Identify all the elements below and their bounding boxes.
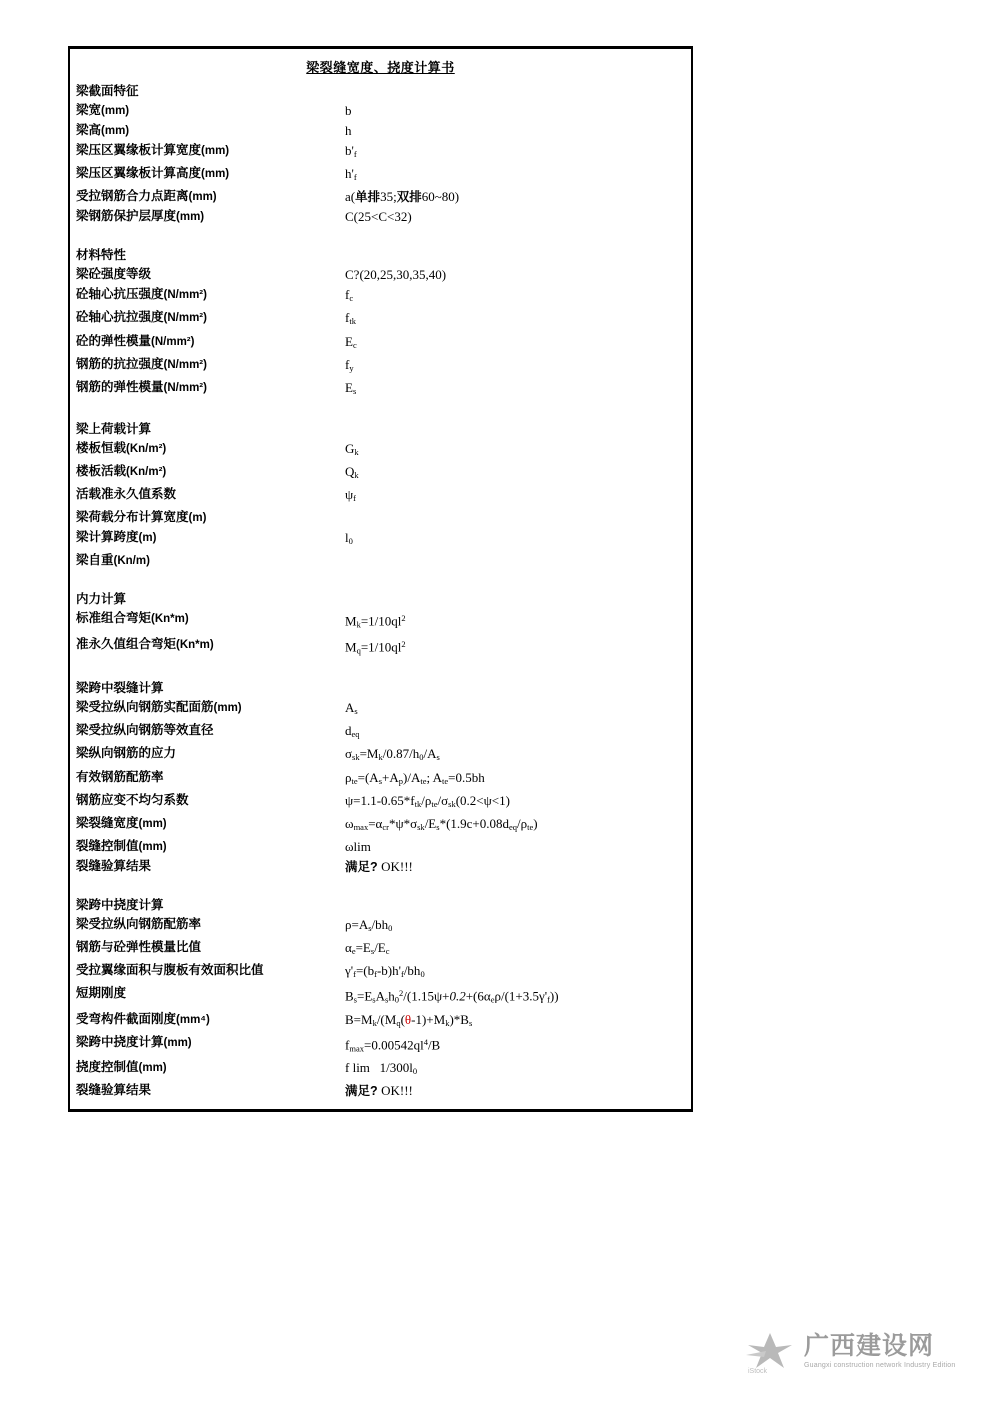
section-heading-label: 梁截面特征: [76, 84, 139, 98]
row-b-stiffness: [70, 1010, 691, 1033]
row-deflection-check-result: [70, 1081, 691, 1101]
row-flange-height: [70, 164, 691, 187]
row-value: h: [345, 123, 352, 138]
row-label: 裂缝验算结果: [76, 858, 152, 873]
row-label: 挠度控制值(mm): [76, 1060, 167, 1075]
row-gamma-f: [70, 961, 691, 984]
row-fy: [70, 355, 691, 378]
section-heading-label: 梁跨中裂缝计算: [76, 681, 164, 696]
row-deq: [70, 721, 691, 744]
row-label: 钢筋应变不均匀系数: [76, 792, 189, 807]
watermark-text: [804, 1333, 955, 1368]
row-label: 梁砼强度等级: [76, 267, 152, 282]
star-icon: [744, 1331, 796, 1375]
row-mq: [70, 635, 691, 660]
section-heading-crack: [70, 679, 691, 698]
row-value: $\psi_f$: [345, 487, 356, 504]
row-value: f $\lim 1/300l_0$: [345, 1060, 418, 1077]
row-rho: [70, 915, 691, 938]
row-value: $B_s=E_sA_sh_0^2/(1.15\psi+0.2+(6\alpha_e\rho/(1+3.5\gamma'_f))$: [345, 988, 559, 1005]
row-f-lim: [70, 1058, 691, 1081]
row-crack-check-result: [70, 857, 691, 877]
row-label: 短期刚度: [76, 986, 127, 1001]
row-es: [70, 378, 691, 401]
spacer: [70, 571, 691, 590]
row-value: C?(20,25,30,35,40): [345, 267, 447, 283]
status-badge: 满足? OK!!!: [345, 1083, 413, 1099]
calculation-sheet: [68, 46, 693, 1112]
row-span: [70, 528, 691, 551]
section-heading-label: 内力计算: [76, 592, 127, 607]
spacer: [70, 401, 691, 420]
row-value: $f_{tk}$: [345, 310, 356, 327]
row-label: 砼轴心抗压强度(N/mm²): [76, 287, 207, 302]
row-beam-height: [70, 121, 691, 141]
row-label: 梁宽(mm): [76, 103, 130, 117]
row-omega-max: [70, 814, 691, 837]
row-label: 梁高(mm): [76, 123, 130, 137]
section-heading-beam-section: [70, 82, 691, 101]
row-label: 梁跨中挠度计算(mm): [76, 1034, 192, 1049]
row-label: 钢筋与砼弹性模量比值: [76, 940, 202, 954]
row-label: 标准组合弯矩(Kn*m): [76, 611, 189, 626]
row-label: 梁荷载分布计算宽度(m): [76, 510, 207, 525]
row-label: 梁受拉纵向钢筋实配面筋(mm): [76, 700, 242, 715]
row-label: 钢筋的弹性模量(N/mm²): [76, 379, 207, 394]
row-psi: [70, 791, 691, 814]
status-badge: 满足? OK!!!: [345, 858, 413, 874]
row-value: $Q_k$: [345, 464, 359, 481]
row-value: $E_c$: [345, 333, 357, 350]
section-heading-deflection: [70, 896, 691, 915]
row-value: $M_q=1/10ql^2$: [345, 638, 406, 656]
watermark-title: 广西建设网: [804, 1332, 935, 1361]
spacer: [70, 227, 691, 246]
row-value: $\omega_{max}=\alpha_{cr}*\psi*\sigma_{sk}/E_s*(1.9c+0.08d_{eq}/\rho_{te})$: [345, 815, 538, 832]
spacer: [70, 660, 691, 679]
row-label: 砼的弹性模量(N/mm²): [76, 333, 195, 348]
row-label: 梁自重(Kn/m): [76, 553, 150, 568]
row-value: $\rho=A_s/bh_0$: [345, 916, 393, 933]
row-label: 受弯构件截面刚度(mm⁴): [76, 1011, 210, 1026]
row-value: $\sigma_{sk}=M_k/0.87/h_0/A_s$: [345, 746, 440, 763]
row-value: a(单排35;双排60~80): [345, 189, 460, 205]
row-live-load: [70, 462, 691, 485]
row-omega-lim: [70, 837, 691, 857]
row-value: $l_0$: [345, 530, 353, 547]
row-label: 裂缝控制值(mm): [76, 838, 167, 853]
section-heading-material: [70, 246, 691, 265]
row-dead-load: [70, 439, 691, 462]
section-heading-label: 梁上荷载计算: [76, 421, 152, 436]
row-quasi-permanent-coef: [70, 485, 691, 508]
row-cover-thickness: [70, 207, 691, 227]
page-title: 梁裂缝宽度、挠度计算书: [306, 60, 455, 75]
row-ftk: [70, 308, 691, 331]
row-concrete-grade: [70, 265, 691, 285]
row-label: 钢筋的抗拉强度(N/mm²): [76, 356, 207, 371]
row-mk: [70, 609, 691, 634]
row-value: $\rho_{te}=(A_s+A_p)/A_{te}$; $A_{te}=0.5bh$: [345, 769, 485, 786]
section-heading-loads: [70, 420, 691, 439]
row-value: $b'_f$: [345, 143, 357, 160]
row-value: $G_k$: [345, 440, 359, 457]
row-alpha-e: [70, 938, 691, 961]
row-value: $f_{max}=0.00542ql^4/B$: [345, 1036, 441, 1054]
row-value: $f_y$: [345, 356, 354, 373]
row-sigma-sk: [70, 744, 691, 767]
row-value: $M_k=1/10ql^2$: [345, 613, 406, 630]
row-value: $A_s$: [345, 700, 358, 717]
row-rho-te: [70, 768, 691, 791]
row-label: 楼板恒载(Kn/m²): [76, 440, 167, 455]
row-as: [70, 698, 691, 721]
section-heading-label: 材料特性: [76, 248, 127, 263]
row-label: 梁压区翼缘板计算宽度(mm): [76, 143, 230, 157]
row-label: 准永久值组合弯矩(Kn*m): [76, 636, 214, 651]
row-value: $B=M_k/(M_q(\theta-1)+M_k)*B_s$: [345, 1011, 473, 1028]
row-label: 楼板活载(Kn/m²): [76, 464, 167, 478]
row-label: 梁钢筋保护层厚度(mm): [76, 209, 205, 224]
row-label: 梁计算跨度(m): [76, 530, 157, 545]
watermark-logo: [744, 1323, 974, 1379]
section-heading-label: 梁跨中挠度计算: [76, 897, 164, 912]
row-label: 梁纵向钢筋的应力: [76, 746, 177, 761]
row-label: 梁裂缝宽度(mm): [76, 815, 167, 830]
row-value: b: [345, 103, 352, 118]
row-ec: [70, 332, 691, 355]
spacer: [70, 877, 691, 896]
watermark-subtitle: Guangxi construction network Industry Edition: [804, 1361, 956, 1369]
row-label: 受拉钢筋合力点距离(mm): [76, 189, 217, 204]
row-value: ωlim: [345, 838, 371, 854]
row-value: $f_c$: [345, 287, 354, 304]
row-label: 受拉翼缘面积与腹板有效面积比值: [76, 963, 264, 978]
row-value: $\alpha_e=E_s/E_c$: [345, 940, 390, 957]
row-value: $E_s$: [345, 379, 357, 396]
row-bs: [70, 984, 691, 1009]
row-value: $d_{eq}$: [345, 723, 360, 740]
row-label: 梁受拉纵向钢筋等效直径: [76, 723, 214, 738]
section-heading-internal-force: [70, 590, 691, 609]
row-label: 裂缝验算结果: [76, 1083, 152, 1098]
row-load-width: [70, 508, 691, 528]
row-value: C(25<C<32): [345, 209, 412, 225]
row-label: 砼轴心抗拉强度(N/mm²): [76, 310, 207, 325]
row-fc: [70, 285, 691, 308]
watermark-sub-label: iStock: [748, 1368, 768, 1375]
row-fmax: [70, 1033, 691, 1058]
row-value: $\psi=1.1-0.65*f_{tk}/\rho_{te}/\sigma_{sk}(0.2<\psi<1)$: [345, 792, 510, 809]
row-label: 活载准永久值系数: [76, 487, 177, 502]
row-label: 梁受拉纵向钢筋配筋率: [76, 916, 202, 931]
row-flange-width: [70, 141, 691, 164]
row-value: $h'_f$: [345, 166, 357, 183]
row-beam-width: [70, 101, 691, 121]
row-label: 有效钢筋配筋率: [76, 769, 164, 784]
row-rebar-resultant-distance: [70, 187, 691, 207]
row-value: $\gamma'_f=(b_f-b)h'_f/bh_0$: [345, 963, 425, 980]
row-self-weight: [70, 551, 691, 571]
row-label: 梁压区翼缘板计算高度(mm): [76, 166, 230, 181]
